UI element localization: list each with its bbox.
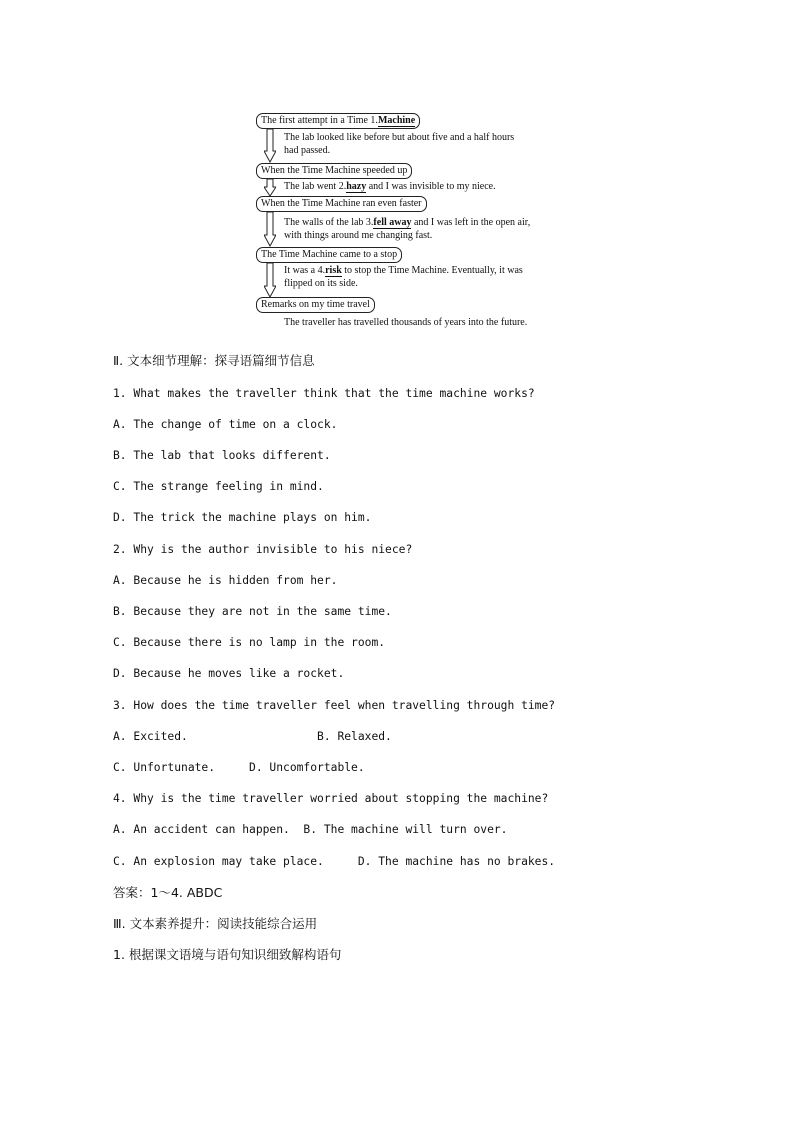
step4-desc-line1 [284,264,523,277]
answer-3: fell away [373,217,412,228]
down-arrow-icon [264,212,276,247]
answer-2: hazy [346,181,367,192]
q2-option-c: C. Because there is no lamp in the room. [113,636,386,649]
step3-desc-prefix: The walls of the lab 3. [284,217,374,228]
section3-heading: Ⅲ. 文本素养提升：阅读技能综合运用 [113,916,318,931]
q3-stem: 3. How does the time traveller feel when travelling through time? [113,699,556,712]
step5-box: Remarks on my time travel [256,297,375,313]
q3-options-cd: C. Unfortunate. D. Uncomfortable. [113,761,365,774]
q1-option-a: A. The change of time on a clock. [113,418,338,431]
time-travel-flow-diagram [250,108,570,338]
step4-desc-suffix: to stop the Time Machine. Eventually, it was [341,265,523,276]
section3-item1: 1. 根据课文语境与语句知识细致解构语句 [113,947,342,962]
q2-option-a: A. Because he is hidden from her. [113,574,338,587]
q3-options-ab: A. Excited. B. Relaxed. [113,730,392,743]
q4-stem: 4. Why is the time traveller worried about stopping the machine? [113,792,549,805]
q1-stem: 1. What makes the traveller think that the time machine works? [113,387,535,400]
down-arrow-icon [264,179,276,197]
q1-option-d: D. The trick the machine plays on him. [113,511,372,524]
step5-desc: The traveller has travelled thousands of years into the future. [284,317,528,328]
section2-heading: Ⅱ. 文本细节理解：探寻语篇细节信息 [113,353,315,368]
step4-desc-line2: flipped on its side. [284,278,358,289]
step4-box: The Time Machine came to a stop [256,247,402,263]
step2-desc-suffix: and I was invisible to my niece. [366,181,496,192]
q4-options-cd: C. An explosion may take place. D. The machine has no brakes. [113,855,556,868]
step3-box: When the Time Machine ran even faster [256,196,427,212]
step3-desc-line1 [284,216,530,229]
q4-options-ab: A. An accident can happen. B. The machine will turn over. [113,823,508,836]
step1-desc-line1: The lab looked like before but about five and a half hours [284,132,515,143]
step1-box-text: The first attempt in a Time 1. [261,115,378,126]
q1-option-b: B. The lab that looks different. [113,449,331,462]
answer-key: 答案：1～4. ABDC [113,885,223,900]
step1-box [256,113,420,129]
down-arrow-icon [264,129,276,163]
step1-desc-line2: had passed. [284,145,331,156]
step4-desc-prefix: It was a 4. [284,265,326,276]
q2-stem: 2. Why is the author invisible to his niece? [113,543,413,556]
step3-desc-line2: with things around me changing fast. [284,230,433,241]
step2-desc [284,180,496,193]
q2-option-d: D. Because he moves like a rocket. [113,667,345,680]
step3-desc-suffix: and I was left in the open air, [411,217,531,228]
step2-desc-prefix: The lab went 2. [284,181,347,192]
down-arrow-icon [264,263,276,298]
answer-4: risk [325,265,342,276]
step2-box: When the Time Machine speeded up [256,163,412,179]
q2-option-b: B. Because they are not in the same time. [113,605,392,618]
answer-1: Machine [377,115,416,126]
q1-option-c: C. The strange feeling in mind. [113,480,324,493]
